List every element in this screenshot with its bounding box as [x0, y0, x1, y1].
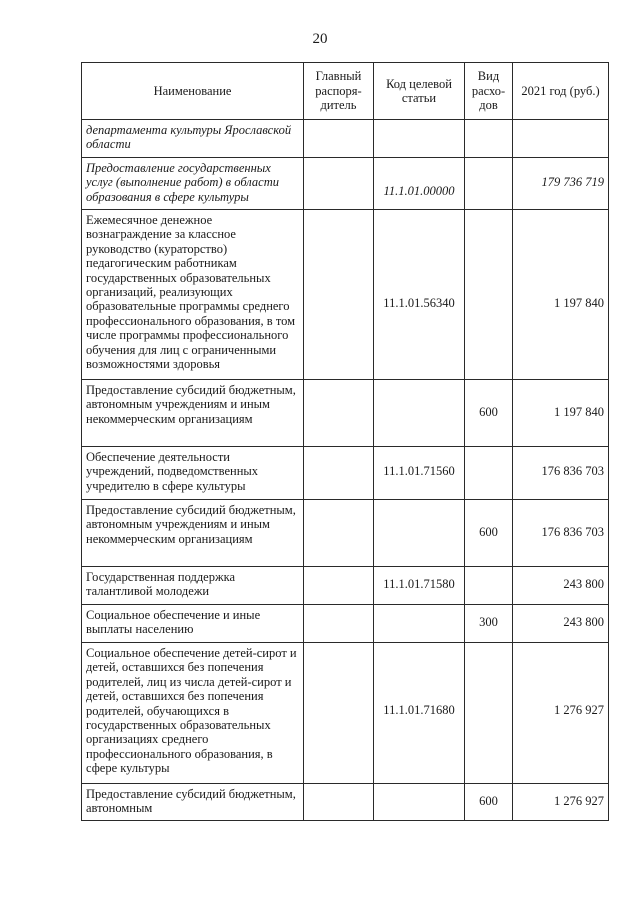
- row-kind: [465, 120, 513, 158]
- row-name: Предоставление государственных услуг (выполнение работ) в области образования в сфере культуры: [82, 158, 304, 210]
- row-code: [374, 784, 465, 821]
- row-admin: [304, 784, 374, 821]
- row-code: 11.1.01.56340: [374, 210, 465, 380]
- header-name: Наименование: [82, 63, 304, 120]
- row-admin: [304, 643, 374, 784]
- row-code: 11.1.01.71680: [374, 643, 465, 784]
- row-admin: [304, 447, 374, 500]
- row-name: департамента культуры Ярославской области: [82, 120, 304, 158]
- row-name: Социальное обеспечение и иные выплаты населению: [82, 605, 304, 643]
- budget-table: [81, 62, 609, 821]
- header-admin: Главный распоря-дитель: [304, 63, 374, 120]
- row-amount: 1 197 840: [513, 210, 609, 380]
- table-row: [82, 643, 609, 784]
- row-kind: [465, 567, 513, 605]
- row-kind: [465, 210, 513, 380]
- row-name: Предоставление субсидий бюджетным, автономным учреждениям и иным некоммерческим организациям: [82, 500, 304, 567]
- row-amount: 176 836 703: [513, 447, 609, 500]
- row-name: Государственная поддержка талантливой молодежи: [82, 567, 304, 605]
- row-admin: [304, 500, 374, 567]
- row-code: [374, 380, 465, 447]
- row-code: [374, 605, 465, 643]
- row-admin: [304, 605, 374, 643]
- row-name: Обеспечение деятельности учреждений, подведомственных учредителю в сфере культуры: [82, 447, 304, 500]
- row-amount: 179 736 719: [513, 158, 609, 210]
- row-kind: 600: [465, 380, 513, 447]
- row-code: [374, 120, 465, 158]
- table-row: [82, 210, 609, 380]
- table-row: [82, 605, 609, 643]
- row-name: Социальное обеспечение детей-сирот и детей, оставшихся без попечения родителей, лиц из числа детей-сирот и детей, оставшихся без попечения родителей, обучающихся в государственных образовательных организациях среднего профессионального образования, в сфере культуры: [82, 643, 304, 784]
- row-admin: [304, 120, 374, 158]
- row-code: 11.1.01.71560: [374, 447, 465, 500]
- row-amount: 176 836 703: [513, 500, 609, 567]
- row-amount: [513, 120, 609, 158]
- header-kind: Вид расхо-дов: [465, 63, 513, 120]
- header-code: Код целевой статьи: [374, 63, 465, 120]
- table-header-row: [82, 63, 609, 120]
- row-amount: 1 197 840: [513, 380, 609, 447]
- row-kind: [465, 158, 513, 210]
- table-row: [82, 567, 609, 605]
- row-code: 11.1.01.71580: [374, 567, 465, 605]
- row-amount: 243 800: [513, 605, 609, 643]
- header-amount: 2021 год (руб.): [513, 63, 609, 120]
- row-name: Предоставление субсидий бюджетным, автономным учреждениям и иным некоммерческим организациям: [82, 380, 304, 447]
- row-kind: [465, 447, 513, 500]
- row-name: Ежемесячное денежное вознаграждение за классное руководство (кураторство) педагогическим работникам государственных образовательных организаций, реализующих образовательные программы среднего профессионального образования, в том числе программы профессионального обучения для лиц с ограниченными возможностями здоровья: [82, 210, 304, 380]
- row-kind: 600: [465, 784, 513, 821]
- table-row: [82, 500, 609, 567]
- table-row: [82, 120, 609, 158]
- row-kind: 600: [465, 500, 513, 567]
- row-name: Предоставление субсидий бюджетным, автономным: [82, 784, 304, 821]
- table-row: [82, 158, 609, 210]
- table-row: [82, 447, 609, 500]
- row-admin: [304, 210, 374, 380]
- row-admin: [304, 567, 374, 605]
- row-amount: 1 276 927: [513, 784, 609, 821]
- row-kind: 300: [465, 605, 513, 643]
- page-number: 20: [312, 31, 328, 47]
- row-admin: [304, 158, 374, 210]
- table-row: [82, 784, 609, 821]
- row-kind: [465, 643, 513, 784]
- table-row: [82, 380, 609, 447]
- row-admin: [304, 380, 374, 447]
- row-code: 11.1.01.00000: [374, 158, 465, 210]
- row-amount: 1 276 927: [513, 643, 609, 784]
- row-amount: 243 800: [513, 567, 609, 605]
- row-code: [374, 500, 465, 567]
